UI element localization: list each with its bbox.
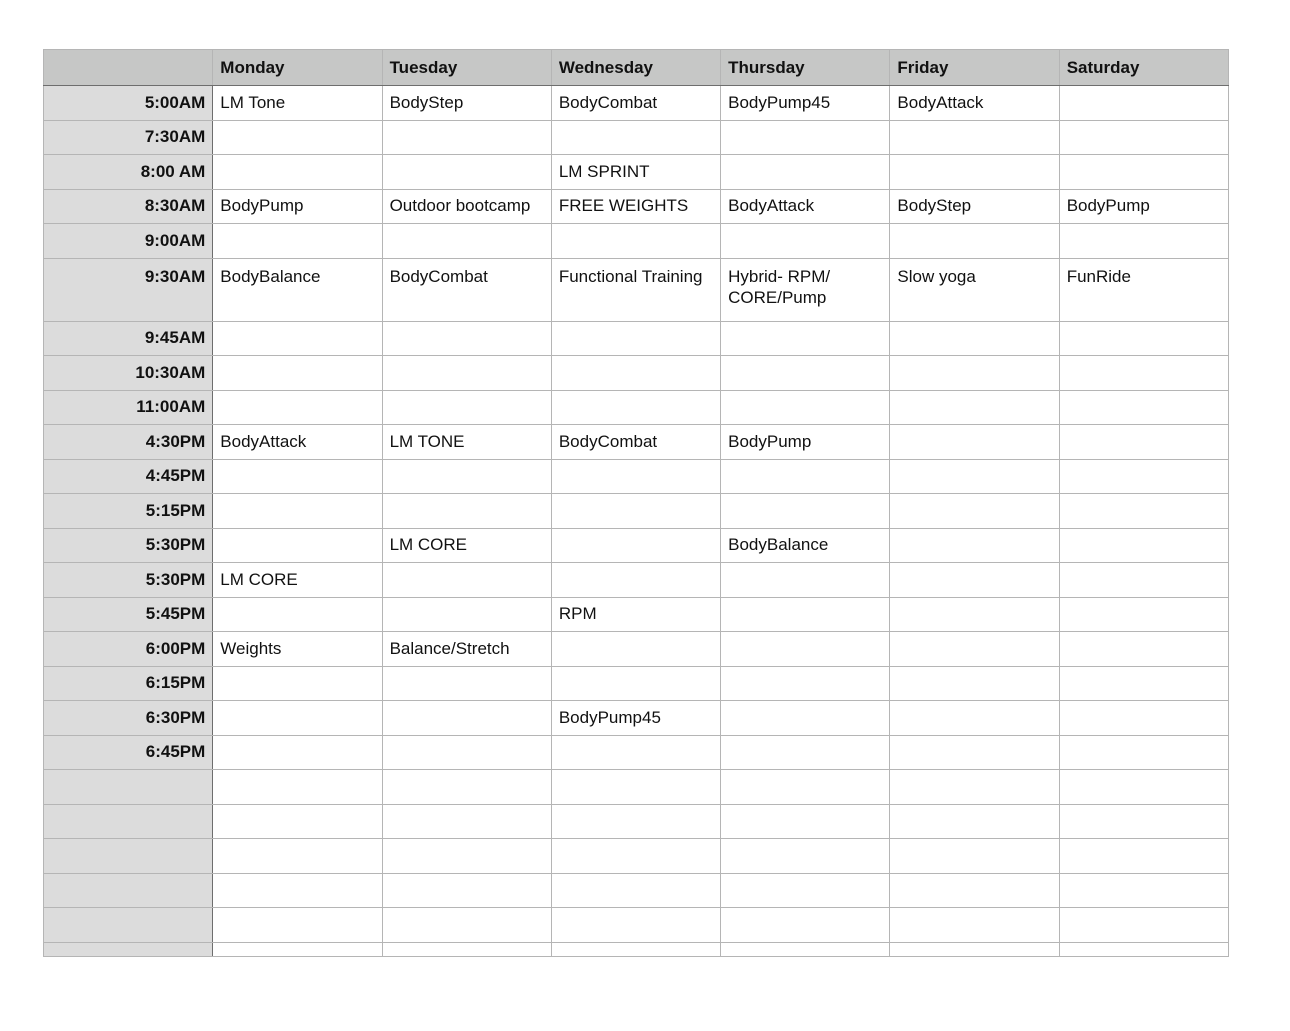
class-cell[interactable] [382, 155, 551, 190]
class-cell[interactable] [890, 356, 1059, 391]
class-cell[interactable] [551, 120, 720, 155]
class-cell[interactable] [382, 494, 551, 529]
class-cell[interactable] [1059, 597, 1228, 632]
class-cell[interactable] [213, 804, 382, 839]
time-slot-cell: 5:30PM [44, 563, 213, 598]
class-cell[interactable] [382, 942, 551, 956]
class-cell[interactable] [213, 494, 382, 529]
class-cell[interactable] [1059, 839, 1228, 874]
class-cell[interactable] [382, 459, 551, 494]
class-cell[interactable] [890, 908, 1059, 943]
class-cell[interactable] [721, 356, 890, 391]
time-slot-cell [44, 839, 213, 874]
class-cell[interactable] [721, 321, 890, 356]
table-row [44, 321, 1229, 356]
class-cell[interactable] [1059, 224, 1228, 259]
class-cell[interactable] [890, 155, 1059, 190]
class-cell[interactable] [1059, 666, 1228, 701]
class-cell[interactable] [890, 494, 1059, 529]
class-cell[interactable] [1059, 770, 1228, 805]
class-cell[interactable] [1059, 425, 1228, 460]
class-cell[interactable] [890, 563, 1059, 598]
class-cell[interactable]: Functional Training [551, 258, 720, 321]
class-cell[interactable] [551, 804, 720, 839]
header-corner-cell [44, 50, 213, 86]
class-cell[interactable] [551, 321, 720, 356]
class-cell[interactable] [890, 528, 1059, 563]
class-cell[interactable] [721, 632, 890, 667]
class-cell[interactable]: BodyAttack [890, 86, 1059, 121]
class-cell[interactable] [213, 459, 382, 494]
class-cell[interactable] [1059, 804, 1228, 839]
class-cell[interactable]: BodyCombat [551, 425, 720, 460]
class-cell[interactable] [1059, 459, 1228, 494]
class-cell[interactable] [721, 804, 890, 839]
class-cell[interactable]: LM CORE [213, 563, 382, 598]
table-row [44, 666, 1229, 701]
class-cell[interactable] [721, 120, 890, 155]
schedule-body [44, 86, 1229, 957]
class-cell[interactable] [213, 666, 382, 701]
class-cell[interactable] [213, 356, 382, 391]
class-cell[interactable] [890, 120, 1059, 155]
class-cell[interactable] [890, 425, 1059, 460]
table-row [44, 873, 1229, 908]
class-cell[interactable] [890, 390, 1059, 425]
class-cell[interactable] [551, 839, 720, 874]
class-cell[interactable]: BodyPump [1059, 189, 1228, 224]
class-cell[interactable] [890, 459, 1059, 494]
class-cell[interactable] [382, 597, 551, 632]
class-cell[interactable] [213, 321, 382, 356]
class-cell[interactable]: FunRide [1059, 258, 1228, 321]
class-cell[interactable] [551, 494, 720, 529]
class-cell[interactable] [213, 942, 382, 956]
class-cell[interactable] [890, 804, 1059, 839]
class-cell[interactable] [721, 224, 890, 259]
class-cell[interactable] [382, 701, 551, 736]
table-row [44, 120, 1229, 155]
class-cell[interactable] [382, 770, 551, 805]
class-cell[interactable] [213, 770, 382, 805]
time-slot-cell: 5:45PM [44, 597, 213, 632]
class-cell[interactable] [1059, 563, 1228, 598]
class-cell[interactable]: FREE WEIGHTS [551, 189, 720, 224]
class-cell[interactable]: Balance/Stretch [382, 632, 551, 667]
class-cell[interactable] [1059, 735, 1228, 770]
class-cell[interactable] [213, 224, 382, 259]
class-cell[interactable] [1059, 908, 1228, 943]
time-slot-cell [44, 770, 213, 805]
time-slot-cell [44, 908, 213, 943]
class-cell[interactable]: BodyAttack [721, 189, 890, 224]
class-cell[interactable] [382, 356, 551, 391]
class-cell[interactable] [213, 735, 382, 770]
class-cell[interactable] [551, 908, 720, 943]
time-slot-cell: 5:00AM [44, 86, 213, 121]
class-cell[interactable] [213, 155, 382, 190]
time-slot-cell: 9:45AM [44, 321, 213, 356]
class-cell[interactable] [551, 356, 720, 391]
class-cell[interactable] [382, 908, 551, 943]
class-cell[interactable] [721, 770, 890, 805]
table-row [44, 528, 1229, 563]
time-slot-cell: 9:00AM [44, 224, 213, 259]
time-slot-cell: 7:30AM [44, 120, 213, 155]
time-slot-cell: 5:15PM [44, 494, 213, 529]
class-cell[interactable]: BodyPump45 [551, 701, 720, 736]
class-cell[interactable] [890, 701, 1059, 736]
class-cell[interactable] [382, 321, 551, 356]
class-cell[interactable] [551, 942, 720, 956]
time-slot-cell: 4:30PM [44, 425, 213, 460]
class-cell[interactable] [551, 563, 720, 598]
class-cell[interactable] [1059, 86, 1228, 121]
class-cell[interactable]: LM TONE [382, 425, 551, 460]
class-cell[interactable] [382, 666, 551, 701]
class-cell[interactable] [382, 390, 551, 425]
class-cell[interactable] [721, 666, 890, 701]
class-cell[interactable]: BodyStep [382, 86, 551, 121]
class-cell[interactable]: Weights [213, 632, 382, 667]
time-slot-cell: 8:30AM [44, 189, 213, 224]
table-row [44, 735, 1229, 770]
class-cell[interactable] [721, 563, 890, 598]
table-row [44, 770, 1229, 805]
class-cell[interactable] [382, 839, 551, 874]
class-cell[interactable] [721, 494, 890, 529]
class-cell[interactable] [721, 390, 890, 425]
class-cell[interactable]: BodyBalance [721, 528, 890, 563]
header-row [44, 50, 1229, 86]
class-cell[interactable] [382, 735, 551, 770]
day-header: Friday [890, 50, 1059, 86]
class-cell[interactable] [551, 632, 720, 667]
class-cell[interactable] [213, 701, 382, 736]
class-cell[interactable] [721, 597, 890, 632]
class-cell[interactable]: LM SPRINT [551, 155, 720, 190]
day-header: Saturday [1059, 50, 1228, 86]
class-cell[interactable] [1059, 873, 1228, 908]
table-row [44, 908, 1229, 943]
table-row [44, 804, 1229, 839]
table-row [44, 942, 1229, 956]
day-header: Tuesday [382, 50, 551, 86]
class-cell[interactable] [1059, 155, 1228, 190]
time-slot-cell: 6:00PM [44, 632, 213, 667]
table-row [44, 356, 1229, 391]
class-cell[interactable] [890, 873, 1059, 908]
schedule-header [44, 50, 1229, 86]
class-cell[interactable] [890, 839, 1059, 874]
table-row [44, 563, 1229, 598]
class-cell[interactable] [382, 804, 551, 839]
time-slot-cell: 4:45PM [44, 459, 213, 494]
class-cell[interactable] [890, 942, 1059, 956]
class-cell[interactable] [551, 735, 720, 770]
class-cell[interactable] [213, 873, 382, 908]
class-cell[interactable] [1059, 321, 1228, 356]
class-cell[interactable] [890, 666, 1059, 701]
time-slot-cell: 6:45PM [44, 735, 213, 770]
class-cell[interactable] [1059, 528, 1228, 563]
table-row [44, 597, 1229, 632]
table-row [44, 390, 1229, 425]
time-slot-cell [44, 942, 213, 956]
class-cell[interactable] [890, 735, 1059, 770]
class-cell[interactable] [721, 873, 890, 908]
class-cell[interactable] [890, 597, 1059, 632]
day-header: Wednesday [551, 50, 720, 86]
class-cell[interactable] [890, 224, 1059, 259]
class-cell[interactable]: Slow yoga [890, 258, 1059, 321]
class-cell[interactable]: BodyCombat [551, 86, 720, 121]
class-cell[interactable] [1059, 120, 1228, 155]
class-cell[interactable] [1059, 701, 1228, 736]
class-cell[interactable] [213, 390, 382, 425]
class-cell[interactable] [1059, 632, 1228, 667]
table-row [44, 224, 1229, 259]
time-slot-cell: 10:30AM [44, 356, 213, 391]
table-row [44, 425, 1229, 460]
table-row [44, 632, 1229, 667]
day-header: Monday [213, 50, 382, 86]
class-cell[interactable] [721, 839, 890, 874]
class-cell[interactable] [213, 528, 382, 563]
table-row [44, 189, 1229, 224]
time-slot-cell: 6:30PM [44, 701, 213, 736]
class-cell[interactable] [551, 390, 720, 425]
time-slot-cell: 8:00 AM [44, 155, 213, 190]
table-row [44, 86, 1229, 121]
class-cell[interactable]: LM Tone [213, 86, 382, 121]
class-cell[interactable]: RPM [551, 597, 720, 632]
class-cell[interactable] [721, 701, 890, 736]
class-cell[interactable] [551, 459, 720, 494]
class-cell[interactable]: BodyStep [890, 189, 1059, 224]
class-cell[interactable] [1059, 494, 1228, 529]
time-slot-cell: 6:15PM [44, 666, 213, 701]
class-cell[interactable] [721, 942, 890, 956]
class-cell[interactable]: BodyPump [213, 189, 382, 224]
class-cell[interactable]: BodyBalance [213, 258, 382, 321]
class-cell[interactable] [551, 873, 720, 908]
class-cell[interactable] [213, 597, 382, 632]
table-row [44, 494, 1229, 529]
day-header: Thursday [721, 50, 890, 86]
class-cell[interactable] [213, 839, 382, 874]
table-row [44, 155, 1229, 190]
class-cell[interactable] [890, 770, 1059, 805]
time-slot-cell: 5:30PM [44, 528, 213, 563]
class-cell[interactable] [551, 666, 720, 701]
class-cell[interactable]: LM CORE [382, 528, 551, 563]
time-slot-cell [44, 804, 213, 839]
class-cell[interactable] [551, 224, 720, 259]
class-cell[interactable]: BodyPump45 [721, 86, 890, 121]
class-cell[interactable] [890, 321, 1059, 356]
class-cell[interactable]: Outdoor bootcamp [382, 189, 551, 224]
class-cell[interactable] [721, 459, 890, 494]
class-cell[interactable] [890, 632, 1059, 667]
class-cell[interactable] [213, 908, 382, 943]
class-cell[interactable] [382, 873, 551, 908]
class-cell[interactable]: BodyAttack [213, 425, 382, 460]
class-cell[interactable] [1059, 356, 1228, 391]
class-cell[interactable]: BodyPump [721, 425, 890, 460]
class-cell[interactable] [382, 120, 551, 155]
class-cell[interactable]: BodyCombat [382, 258, 551, 321]
class-cell[interactable] [1059, 390, 1228, 425]
table-row [44, 258, 1229, 321]
class-cell[interactable] [721, 908, 890, 943]
class-cell[interactable] [551, 770, 720, 805]
class-cell[interactable] [721, 155, 890, 190]
class-schedule-table [43, 49, 1229, 957]
class-cell[interactable] [1059, 942, 1228, 956]
class-cell[interactable] [382, 224, 551, 259]
table-row [44, 839, 1229, 874]
class-cell[interactable] [213, 120, 382, 155]
table-row [44, 459, 1229, 494]
time-slot-cell: 9:30AM [44, 258, 213, 321]
table-row [44, 701, 1229, 736]
class-cell[interactable]: Hybrid- RPM/ CORE/Pump [721, 258, 890, 321]
class-cell[interactable] [382, 563, 551, 598]
time-slot-cell [44, 873, 213, 908]
class-cell[interactable] [721, 735, 890, 770]
time-slot-cell: 11:00AM [44, 390, 213, 425]
class-cell[interactable] [551, 528, 720, 563]
